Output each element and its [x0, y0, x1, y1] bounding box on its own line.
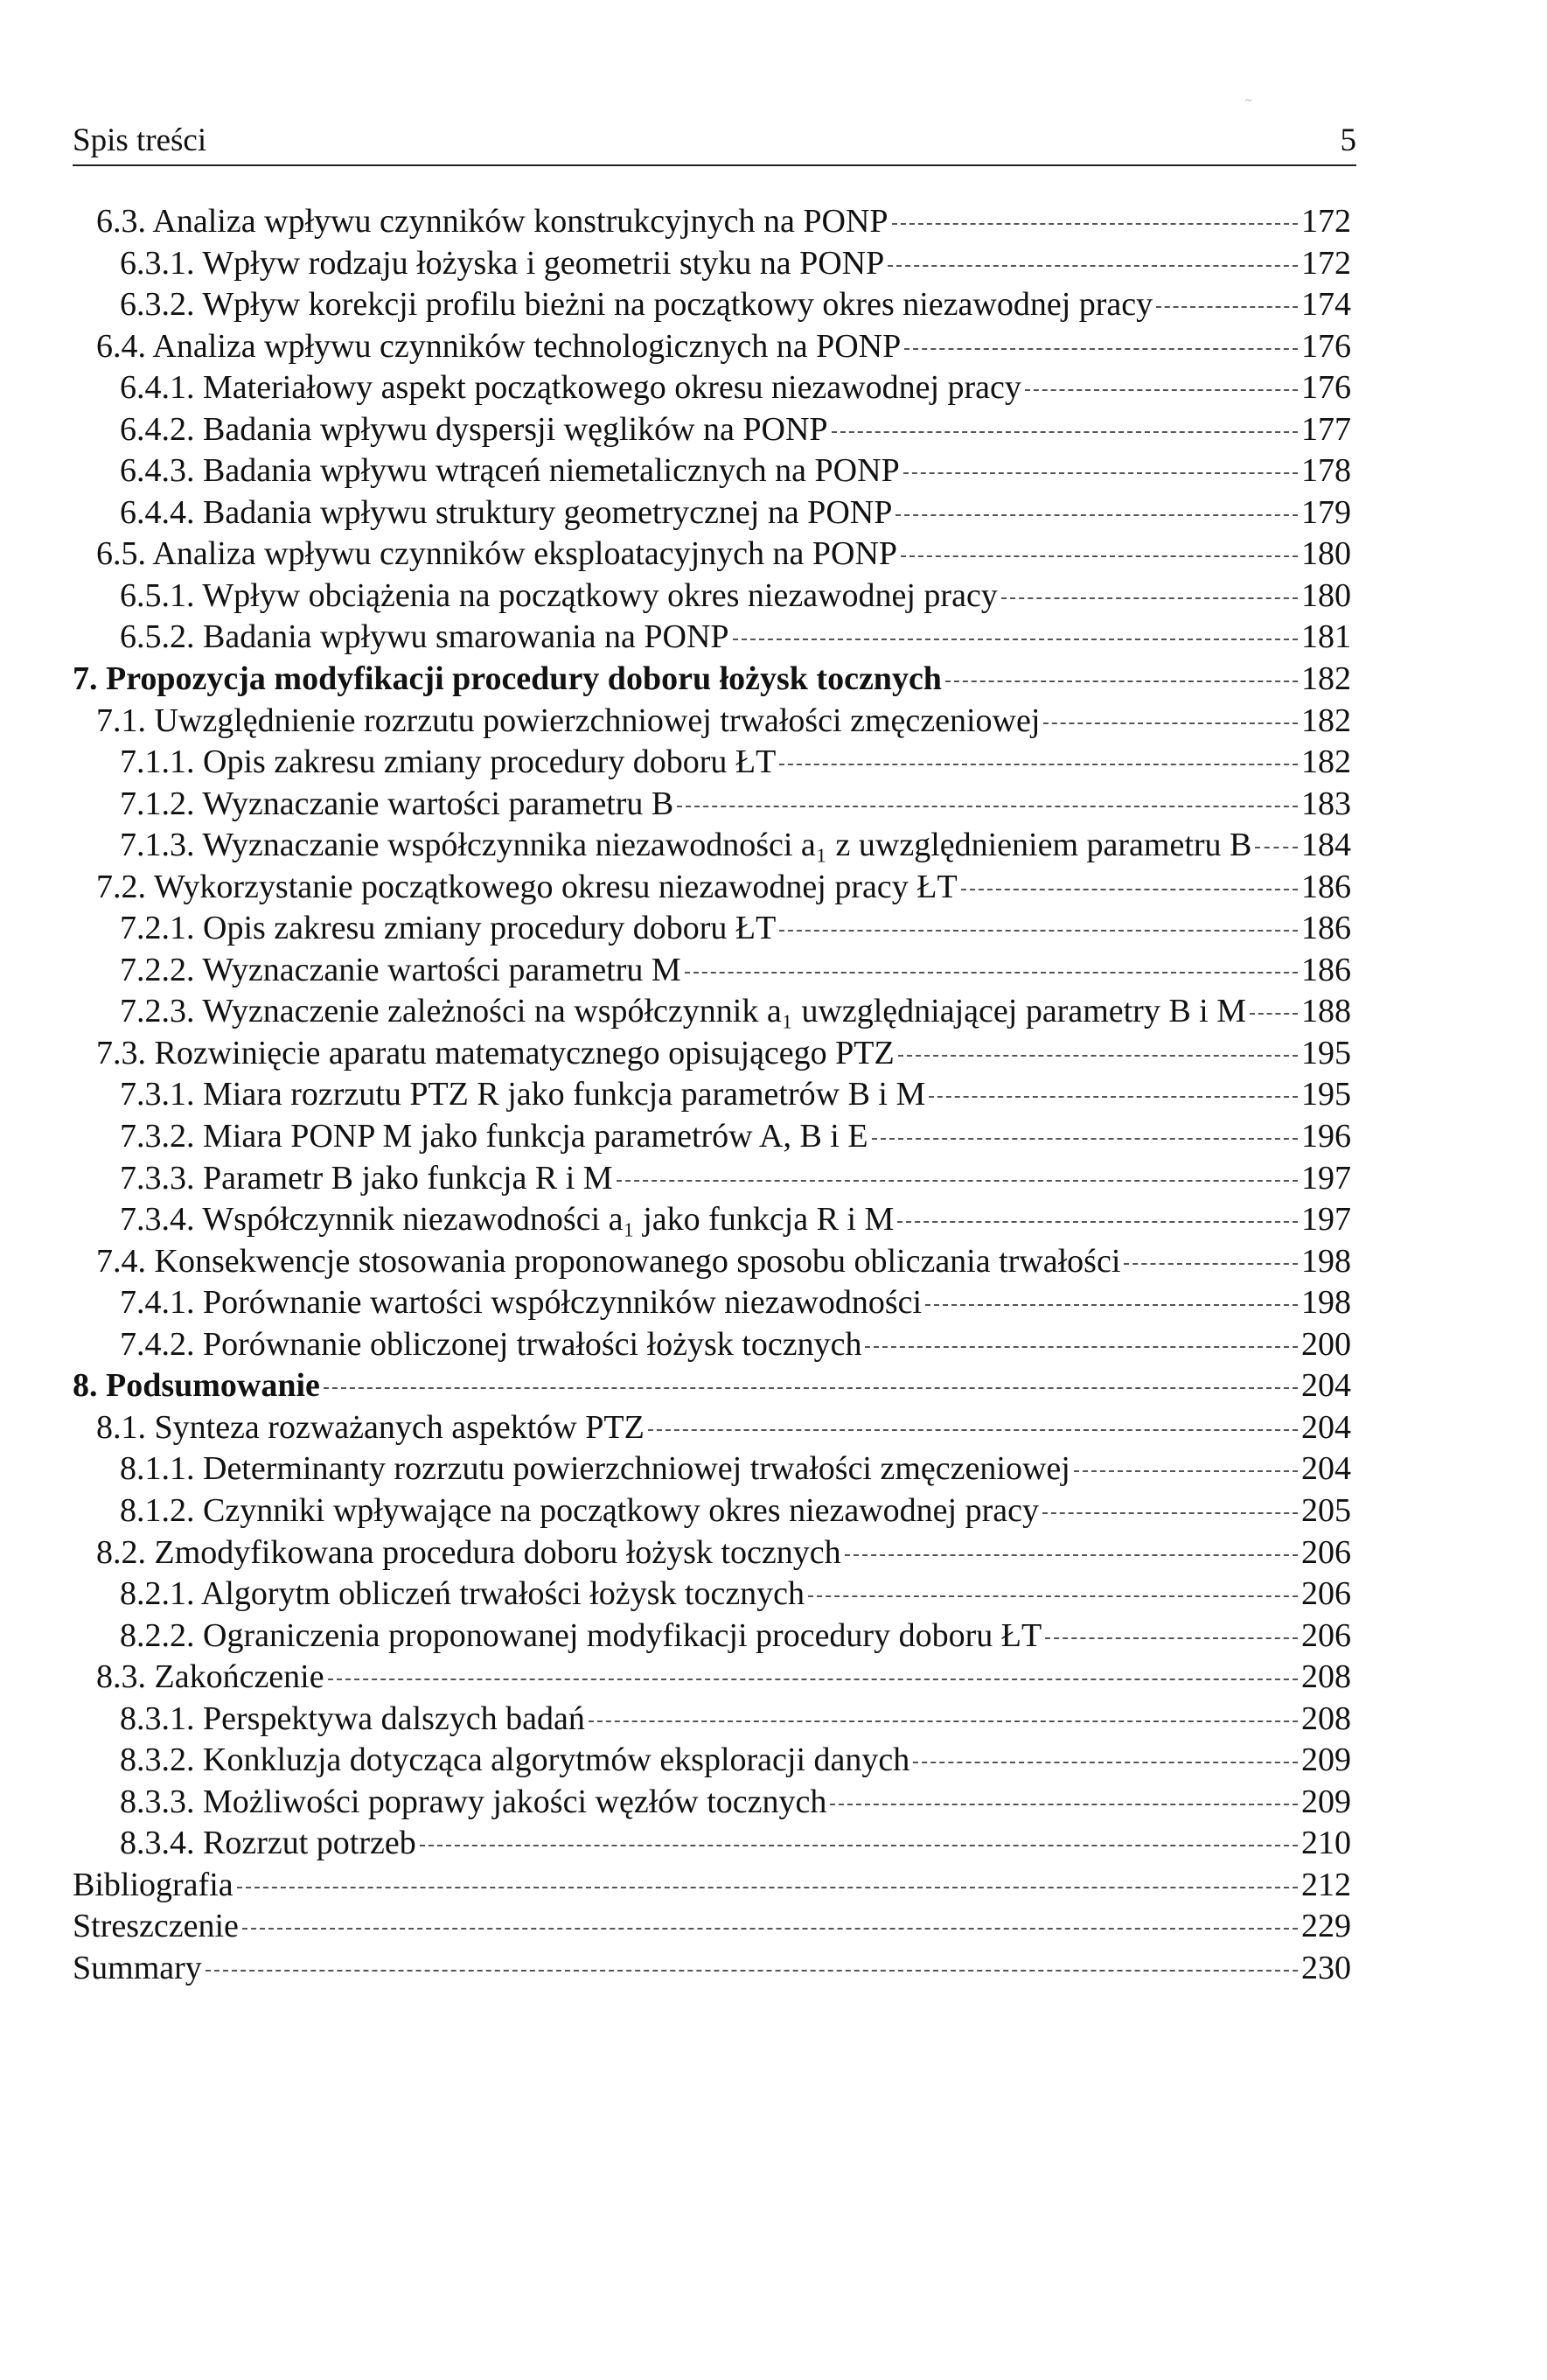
toc-entry[interactable]: [73, 1490, 1351, 1532]
toc-entry-label: 6.5. Analiza wpływu czynników eksploatacyjnych na PONP: [96, 535, 898, 573]
toc-entry-page: 182: [1301, 701, 1351, 739]
toc-entry-label: 6.3. Analiza wpływu czynników konstrukcyjnych na PONP: [96, 203, 888, 240]
toc-entry-label: 6.4.4. Badania wpływu struktury geometrycznej na PONP: [120, 493, 893, 531]
toc-entry[interactable]: [73, 1448, 1351, 1490]
dot-leader: [808, 1595, 1298, 1597]
toc-entry-page: 198: [1301, 1242, 1351, 1280]
toc-entry-page: 182: [1301, 743, 1351, 781]
dot-leader: [913, 1762, 1298, 1763]
toc-entry[interactable]: [73, 1948, 1351, 1990]
toc-entry[interactable]: [73, 867, 1351, 909]
toc-entry-page: 206: [1301, 1533, 1351, 1571]
dot-leader: [324, 1387, 1298, 1389]
toc-entry-label: 6.4. Analiza wpływu czynników technologicznych na PONP: [96, 327, 902, 365]
dot-leader: [1045, 1637, 1298, 1639]
dot-leader: [237, 1887, 1298, 1888]
toc-entry-label: 7. Propozycja modyfikacji procedury doboru łożysk tocznych: [73, 660, 942, 698]
toc-entry[interactable]: [73, 1823, 1351, 1865]
toc-entry-page: 184: [1301, 827, 1351, 864]
toc-entry-page: 210: [1301, 1825, 1351, 1862]
toc-entry-page: 229: [1301, 1908, 1351, 1945]
toc-entry[interactable]: [73, 1074, 1351, 1116]
toc-entry-label: 8.3.4. Rozrzut potrzeb: [120, 1825, 416, 1862]
toc-entry[interactable]: [73, 1365, 1351, 1407]
toc-entry-label: 7.1.1. Opis zakresu zmiany procedury doboru ŁT: [120, 743, 777, 781]
toc-entry-label: 6.4.1. Materiałowy aspekt początkowego okresu niezawodnej pracy: [120, 369, 1021, 407]
toc-entry-label: 7.2. Wykorzystanie początkowego okresu niezawodnej pracy ŁT: [96, 868, 958, 905]
toc-entry-label: Streszczenie: [73, 1908, 239, 1945]
toc-entry[interactable]: [73, 1657, 1351, 1699]
toc-entry-page: 180: [1301, 535, 1351, 573]
toc-entry-label: 7.1.2. Wyznaczanie wartości parametru B: [120, 785, 674, 822]
toc-entry-label: 8.3.3. Możliwości poprawy jakości węzłów tocznych: [120, 1783, 827, 1820]
corner-mark: ~: [1245, 94, 1252, 108]
toc-entry-page: 206: [1301, 1575, 1351, 1613]
dot-leader: [872, 1138, 1298, 1140]
dot-leader: [1124, 1263, 1298, 1265]
toc-entry-label: 6.5.2. Badania wpływu smarowania na PONP: [120, 618, 729, 656]
toc-entry-label: 7.2.2. Wyznaczanie wartości parametru M: [120, 951, 681, 988]
dot-leader: [895, 514, 1298, 516]
toc-entry-label: 8.3.2. Konkluzja dotycząca algorytmów eksploracji danych: [120, 1741, 910, 1779]
toc-entry-page: 208: [1301, 1658, 1351, 1696]
toc-entry[interactable]: [73, 659, 1351, 701]
toc-entry-page: 195: [1301, 1034, 1351, 1071]
toc-entry-label: 8. Podsumowanie: [73, 1367, 320, 1405]
toc-entry[interactable]: [73, 825, 1351, 867]
dot-leader: [1001, 597, 1298, 599]
dot-leader: [206, 1970, 1298, 1972]
toc-entry[interactable]: [73, 576, 1351, 618]
toc-entry[interactable]: [73, 284, 1351, 326]
toc-entry-page: 181: [1301, 618, 1351, 656]
toc-entry-page: 206: [1301, 1616, 1351, 1654]
toc-entry-page: 177: [1301, 410, 1351, 448]
toc-entry-page: 195: [1301, 1076, 1351, 1113]
toc-entry[interactable]: [73, 1616, 1351, 1658]
toc-entry-page: 209: [1301, 1741, 1351, 1779]
toc-entry-page: 212: [1301, 1866, 1351, 1903]
toc-entry-label: 7.4.1. Porównanie wartości współczynników niezawodności: [120, 1284, 923, 1322]
dot-leader: [779, 764, 1298, 765]
dot-leader: [1250, 1013, 1298, 1015]
toc-entry-label: 7.3.3. Parametr B jako funkcja R i M: [120, 1159, 613, 1197]
toc-entry[interactable]: [73, 1282, 1351, 1324]
dot-leader: [677, 806, 1298, 807]
toc-entry[interactable]: [73, 1116, 1351, 1158]
toc-entry-page: 209: [1301, 1783, 1351, 1820]
toc-entry[interactable]: [73, 784, 1351, 826]
dot-leader: [328, 1679, 1298, 1680]
dot-leader: [1025, 389, 1298, 391]
toc-entry[interactable]: [73, 1324, 1351, 1366]
toc-entry[interactable]: [73, 1865, 1351, 1907]
toc-entry-label: 6.3.1. Wpływ rodzaju łożyska i geometrii styku na PONP: [120, 244, 885, 282]
dot-leader: [685, 972, 1298, 974]
toc-entry-page: 204: [1301, 1450, 1351, 1488]
toc-entry-label: 6.4.3. Badania wpływu wtrąceń niemetalicznych na PONP: [120, 452, 900, 490]
toc-entry-page: 172: [1301, 244, 1351, 282]
dot-leader: [901, 555, 1298, 557]
toc-entry-page: 186: [1301, 868, 1351, 905]
dot-leader: [420, 1845, 1298, 1846]
toc-entry-label: 8.2.1. Algorytm obliczeń trwałości łożysk tocznych: [120, 1575, 805, 1613]
toc-entry[interactable]: [73, 742, 1351, 784]
toc-entry[interactable]: [73, 1199, 1351, 1241]
toc-entry-label: 6.4.2. Badania wpływu dyspersji węglików na PONP: [120, 410, 828, 448]
dot-leader: [733, 639, 1298, 640]
dot-leader: [648, 1429, 1298, 1431]
dot-leader: [865, 1346, 1298, 1348]
toc-entry[interactable]: [73, 450, 1351, 492]
dot-leader: [888, 265, 1298, 267]
toc-entry[interactable]: [73, 1740, 1351, 1782]
toc-entry[interactable]: [73, 1407, 1351, 1449]
toc-entry-page: 230: [1301, 1949, 1351, 1986]
toc-entry-label: 7.2.3. Wyznaczenie zależności na współczynnik a₁ uwzględniającej parametry B i M: [120, 993, 1247, 1030]
toc-entry-label: 7.3. Rozwinięcie aparatu matematycznego opisującego PTZ: [96, 1034, 895, 1071]
toc-entry-label: 7.3.1. Miara rozrzutu PTZ R jako funkcja parametrów B i M: [120, 1076, 926, 1113]
toc-entry-label: 8.2. Zmodyfikowana procedura doboru łożysk tocznych: [96, 1533, 841, 1571]
table-of-contents: [73, 201, 1351, 1990]
toc-entry[interactable]: [73, 1782, 1351, 1824]
toc-entry-page: 197: [1301, 1159, 1351, 1197]
dot-leader: [589, 1720, 1298, 1722]
dot-leader: [961, 889, 1298, 890]
toc-entry-page: 204: [1301, 1367, 1351, 1405]
toc-entry-label: Bibliografia: [73, 1866, 233, 1903]
toc-entry-page: 204: [1301, 1408, 1351, 1446]
dot-leader: [242, 1928, 1298, 1930]
toc-entry[interactable]: [73, 908, 1351, 950]
dot-leader: [1255, 847, 1298, 848]
toc-entry[interactable]: [73, 1699, 1351, 1741]
toc-entry-label: 8.3. Zakończenie: [96, 1658, 324, 1696]
toc-entry[interactable]: [73, 1241, 1351, 1283]
toc-entry[interactable]: [73, 617, 1351, 659]
toc-entry-page: 186: [1301, 910, 1351, 947]
dot-leader: [832, 431, 1298, 433]
toc-entry-page: 197: [1301, 1201, 1351, 1239]
toc-entry-page: 172: [1301, 203, 1351, 240]
toc-entry-label: 8.3.1. Perspektywa dalszych badań: [120, 1700, 585, 1737]
dot-leader: [1074, 1470, 1298, 1472]
running-header: [73, 112, 1356, 166]
dot-leader: [617, 1180, 1298, 1182]
toc-entry[interactable]: [73, 1532, 1351, 1574]
toc-entry[interactable]: [73, 1033, 1351, 1075]
dot-leader: [925, 1304, 1298, 1306]
toc-entry-page: 196: [1301, 1118, 1351, 1155]
toc-entry-label: 7.2.1. Opis zakresu zmiany procedury doboru ŁT: [120, 910, 777, 947]
toc-entry[interactable]: [73, 201, 1351, 243]
toc-entry-label: 7.4.2. Porównanie obliczonej trwałości łożysk tocznych: [120, 1325, 862, 1363]
toc-entry-page: 205: [1301, 1491, 1351, 1529]
toc-entry-page: 208: [1301, 1700, 1351, 1737]
toc-entry-page: 178: [1301, 452, 1351, 490]
toc-entry-label: 8.1.2. Czynniki wpływające na początkowy okres niezawodnej pracy: [120, 1491, 1039, 1529]
toc-entry-page: 182: [1301, 660, 1351, 698]
header-title: Spis treści: [73, 122, 207, 158]
toc-entry-page: 176: [1301, 327, 1351, 365]
toc-entry[interactable]: [73, 991, 1351, 1033]
toc-entry[interactable]: [73, 1906, 1351, 1948]
toc-entry-label: 7.4. Konsekwencje stosowania proponowanego sposobu obliczania trwałości: [96, 1242, 1121, 1280]
toc-entry-label: 7.1. Uwzględnienie rozrzutu powierzchniowej trwałości zmęczeniowej: [96, 701, 1041, 739]
toc-entry-page: 200: [1301, 1325, 1351, 1363]
toc-entry-page: 176: [1301, 369, 1351, 407]
toc-entry-label: 7.3.4. Współczynnik niezawodności a₁ jako funkcja R i M: [120, 1201, 895, 1239]
toc-entry-label: 8.1. Synteza rozważanych aspektów PTZ: [96, 1408, 645, 1446]
toc-entry[interactable]: [73, 409, 1351, 451]
toc-entry[interactable]: [73, 326, 1351, 368]
toc-entry[interactable]: [73, 367, 1351, 409]
dot-leader: [845, 1554, 1298, 1556]
toc-entry[interactable]: [73, 534, 1351, 576]
toc-entry-label: 6.5.1. Wpływ obciążenia na początkowy okres niezawodnej pracy: [120, 576, 998, 614]
toc-entry[interactable]: [73, 492, 1351, 534]
toc-entry-page: 188: [1301, 993, 1351, 1030]
dot-leader: [779, 930, 1298, 932]
dot-leader: [945, 680, 1298, 682]
dot-leader: [1043, 722, 1298, 724]
toc-entry-label: 8.2.2. Ograniczenia proponowanej modyfikacji procedury doboru ŁT: [120, 1616, 1042, 1654]
toc-entry-page: 179: [1301, 493, 1351, 531]
toc-entry-page: 186: [1301, 951, 1351, 988]
toc-entry-label: 6.3.2. Wpływ korekcji profilu bieżni na początkowy okres niezawodnej pracy: [120, 286, 1153, 324]
toc-entry[interactable]: [73, 243, 1351, 285]
dot-leader: [892, 223, 1298, 225]
toc-entry-page: 180: [1301, 576, 1351, 614]
toc-entry[interactable]: [73, 1574, 1351, 1616]
toc-entry[interactable]: [73, 701, 1351, 743]
toc-entry-label: 7.1.3. Wyznaczanie współczynnika niezawodności a₁ z uwzględnieniem parametru B: [120, 827, 1252, 864]
toc-entry-page: 183: [1301, 785, 1351, 822]
toc-entry[interactable]: [73, 950, 1351, 992]
dot-leader: [929, 1096, 1298, 1098]
toc-entry-label: 8.1.1. Determinanty rozrzutu powierzchniowej trwałości zmęczeniowej: [120, 1450, 1070, 1488]
dot-leader: [897, 1221, 1298, 1223]
dot-leader: [898, 1055, 1298, 1057]
header-page-number: 5: [1340, 122, 1356, 158]
dot-leader: [830, 1804, 1298, 1805]
dot-leader: [1156, 306, 1298, 308]
toc-entry-label: Summary: [73, 1949, 202, 1986]
toc-entry-page: 174: [1301, 286, 1351, 324]
toc-entry-page: 198: [1301, 1284, 1351, 1322]
toc-entry[interactable]: [73, 1158, 1351, 1200]
dot-leader: [903, 472, 1298, 474]
dot-leader: [1042, 1512, 1298, 1514]
dot-leader: [904, 348, 1298, 350]
toc-entry-label: 7.3.2. Miara PONP M jako funkcja parametrów A, B i E: [120, 1118, 868, 1155]
